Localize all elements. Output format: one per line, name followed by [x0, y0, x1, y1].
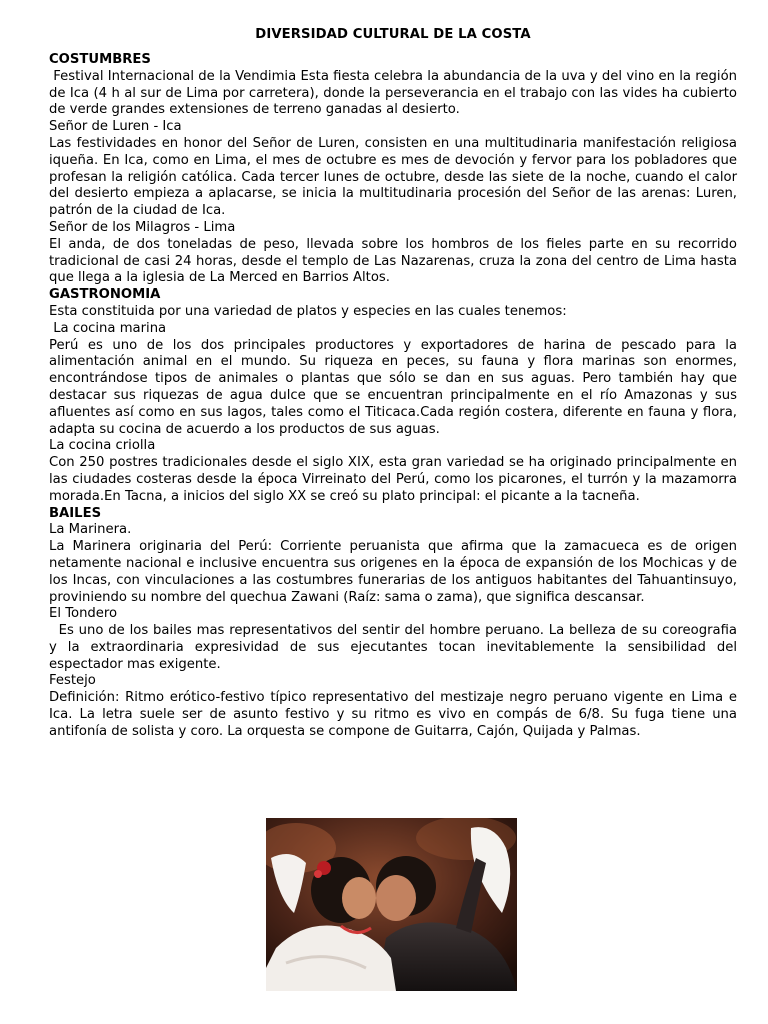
subheading: Festejo	[49, 673, 96, 689]
paragraph: La Marinera originaria del Perú: Corriente peruanista que afirma que la zamacueca es de origen netamente nacional e inclusive encuentra sus origenes en la época de expansión de los Mochicas y de los Incas, con vinculaciones a las costumbres funerarias de los antiguos habitantes del Tahuantinsuyo, proviniendo su nombre del quechua Zawani (Raíz: sama o zama), que significa descansar.	[49, 539, 737, 605]
subheading: El Tondero	[49, 606, 118, 622]
paragraph: Esta constituida por una variedad de platos y especies en las cuales tenemos:	[49, 303, 567, 319]
section-costumbres	[49, 52, 742, 287]
paragraph: Festival Internacional de la Vendimia Esta fiesta celebra la abundancia de la uva y del vino en la región de Ica (4 h al sur de Lima por carretera), donde la perseverancia en el trabajo con las vides ha cubierto de verde grandes extensiones de terreno ganadas al desierto.	[49, 68, 742, 118]
section-heading: COSTUMBRES	[49, 52, 151, 67]
section-heading: GASTRONOMIA	[49, 287, 161, 303]
section-heading: BAILES	[49, 505, 102, 521]
photo-illustration	[266, 818, 517, 991]
section-bailes	[49, 505, 742, 741]
document-title: DIVERSIDAD CULTURAL DE LA COSTA	[255, 27, 531, 42]
paragraph: El anda, de dos toneladas de peso, llevada sobre los hombros de los fieles parte en su recorrido tradicional de casi 24 horas, desde el templo de Las Nazarenas, cruza la zona del centro de Lima hasta que llega a la iglesia de La Merced en Barrios Altos.	[49, 236, 737, 286]
section-gastronomia	[49, 287, 737, 505]
subheading: Señor de Luren - Ica	[49, 119, 182, 135]
paragraph: Es uno de los bailes mas representativos del sentir del hombre peruano. La belleza de su coreografia y la extraordinaria expresividad de sus ejecutantes tocan inevitablemente la sensibilidad del espectador mas exigente.	[49, 623, 742, 672]
paragraph: Perú es uno de los dos principales productores y exportadores de harina de pescado para la alimentación animal en el mundo. Su riqueza en peces, su fauna y flora marinas son enormes, encontrándose tipos de animales o plantas que sólo se dan en sus aguas. Pero también hay que destacar sus riquezas de agua dulce que se encuentran principalmente en el río Amazonas y sus afluentes así como en sus lagos, tales como el Titicaca.Cada región costera, diferente en fauna y flora, adapta su cocina de acuerdo a los productos de sus aguas.	[49, 337, 737, 437]
paragraph: Las festividades en honor del Señor de Luren, consisten en una multitudinaria manifestación religiosa iqueña. En Ica, como en Lima, el mes de octubre es mes de devoción y fervor para los pobladores que profesan la religión católica. Cada tercer lunes de octubre, desde las siete de la noche, cuando el calor del desierto empieza a aplacarse, se inicia la multitudinaria procesión del Señor de las arenas: Luren, patrón de la ciudad de Ica.	[49, 135, 737, 219]
subheading: La cocina criolla	[49, 438, 156, 454]
paragraph: Con 250 postres tradicionales desde el siglo XIX, esta gran variedad se ha originado principalmente en las ciudades costeras desde la época Virreinato del Perú, como los picarones, el turrón y la mazamorra morada.En Tacna, a inicios del siglo XX se creó su plato principal: el picante a la tacneña.	[49, 455, 737, 504]
subheading: Señor de los Milagros - Lima	[49, 219, 236, 235]
subheading: La cocina marina	[49, 320, 167, 336]
subheading: La Marinera.	[49, 522, 132, 538]
paragraph: Definición: Ritmo erótico-festivo típico representativo del mestizaje negro peruano vigente en Lima e Ica. La letra suele ser de asunto festivo y su ritmo es vivo en compás de 6/8. Su fuga tiene una antifonía de solista y coro. La orquesta se compone de Guitarra, Cajón, Quijada y Palmas.	[49, 690, 737, 739]
marinera-dancers-photo	[266, 818, 517, 991]
